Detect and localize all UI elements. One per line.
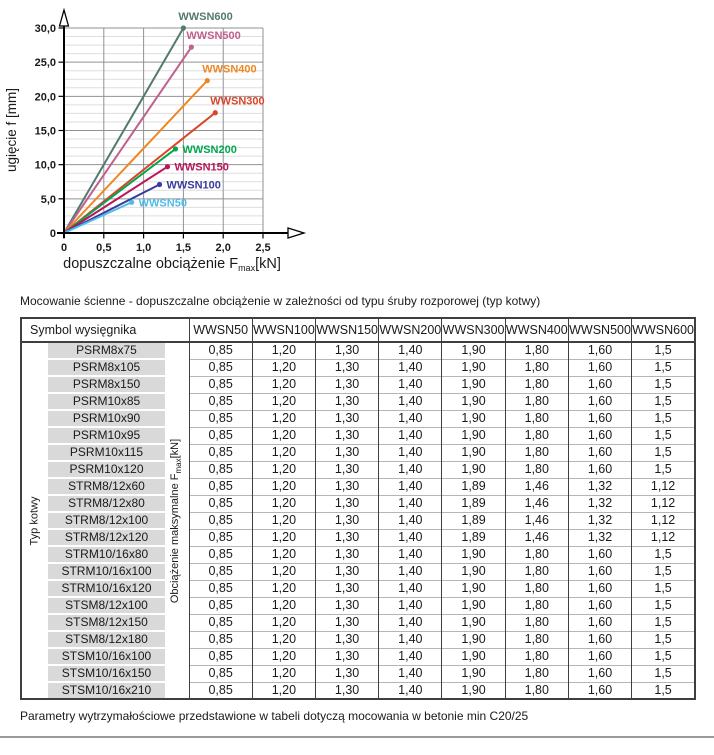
value-cell: 1,80 (505, 444, 568, 461)
value-cell: 1,30 (315, 563, 378, 580)
value-cell: 1,5 (632, 393, 695, 410)
value-cell: 1,80 (505, 580, 568, 597)
value-cell: 1,90 (442, 546, 505, 563)
load-table-wrap (0, 317, 714, 700)
x-axis-title: dopuszczalne obciążenie $F_{max}[kN]$ (63, 256, 281, 273)
series-marker-WWSN300 (213, 110, 218, 115)
table-header-row (21, 318, 695, 342)
value-cell: 1,5 (632, 376, 695, 393)
series-label-WWSN300: WWSN300 (210, 95, 265, 108)
value-cell: 1,80 (505, 648, 568, 665)
value-cell: 1,80 (505, 461, 568, 478)
value-cell: 1,40 (379, 631, 442, 648)
value-cell: 1,60 (568, 444, 631, 461)
value-cell: 1,30 (315, 580, 378, 597)
symbol-cell: STRM8/12x100 (48, 512, 165, 529)
value-cell: 0,85 (189, 444, 252, 461)
value-cell: 1,80 (505, 546, 568, 563)
y-tick-label: 30,0 (34, 23, 56, 36)
value-cell: 1,30 (315, 529, 378, 546)
value-cell: 1,30 (315, 682, 378, 699)
table-row (21, 648, 695, 665)
value-cell: 1,30 (315, 614, 378, 631)
series-marker-WWSN150 (165, 164, 170, 169)
value-cell: 1,40 (379, 665, 442, 682)
value-cell: 1,5 (632, 359, 695, 376)
value-cell: 1,90 (442, 376, 505, 393)
value-cell: 1,80 (505, 597, 568, 614)
column-header-wwsn300: WWSN300 (442, 318, 505, 342)
value-cell: 1,90 (442, 461, 505, 478)
value-cell: 1,80 (505, 665, 568, 682)
value-cell: 1,30 (315, 478, 378, 495)
symbol-cell: PSRM10x85 (48, 393, 165, 410)
value-cell: 1,80 (505, 376, 568, 393)
symbol-cell: STRM10/16x80 (48, 546, 165, 563)
value-cell: 1,30 (315, 359, 378, 376)
deflection-chart (0, 0, 340, 288)
value-cell: 0,85 (189, 427, 252, 444)
value-cell: 1,40 (379, 563, 442, 580)
value-cell: 1,32 (568, 495, 631, 512)
symbol-cell: STRM10/16x100 (48, 563, 165, 580)
value-cell: 0,85 (189, 512, 252, 529)
value-cell: 1,40 (379, 495, 442, 512)
value-cell: 0,85 (189, 580, 252, 597)
value-cell: 1,20 (252, 444, 315, 461)
series-marker-WWSN600 (181, 25, 186, 30)
symbol-header-cell: Symbol wysięgnika (21, 318, 189, 342)
value-cell: 1,60 (568, 580, 631, 597)
y-tick-label: 5,0 (40, 193, 56, 206)
value-cell: 1,5 (632, 461, 695, 478)
y-axis-title: ugięcie f [mm] (4, 87, 19, 173)
y-tick-label: 20,0 (34, 91, 56, 104)
value-cell: 1,90 (442, 427, 505, 444)
value-cell: 0,85 (189, 546, 252, 563)
value-cell: 0,85 (189, 342, 252, 359)
series-label-WWSN600: WWSN600 (178, 11, 233, 24)
value-cell: 1,20 (252, 631, 315, 648)
value-cell: 1,20 (252, 342, 315, 359)
value-cell: 1,32 (568, 529, 631, 546)
value-cell: 1,40 (379, 342, 442, 359)
value-cell: 0,85 (189, 631, 252, 648)
value-cell: 1,20 (252, 359, 315, 376)
series-marker-WWSN400 (205, 78, 210, 83)
table-row (21, 580, 695, 597)
column-header-wwsn150: WWSN150 (315, 318, 378, 342)
value-cell: 1,5 (632, 444, 695, 461)
value-cell: 1,20 (252, 410, 315, 427)
symbol-cell: STRM10/16x120 (48, 580, 165, 597)
value-cell: 1,40 (379, 427, 442, 444)
value-cell: 0,85 (189, 665, 252, 682)
symbol-cell: PSRM10x115 (48, 444, 165, 461)
value-cell: 1,20 (252, 682, 315, 699)
column-header-wwsn100: WWSN100 (252, 318, 315, 342)
value-cell: 1,30 (315, 342, 378, 359)
y-tick-label: 10,0 (34, 159, 56, 172)
x-tick-label: 0 (60, 242, 68, 254)
value-cell: 1,46 (505, 529, 568, 546)
table-row (21, 631, 695, 648)
column-header-wwsn50: WWSN50 (189, 318, 252, 342)
value-cell: 1,20 (252, 614, 315, 631)
value-cell: 1,60 (568, 461, 631, 478)
value-cell: 1,20 (252, 597, 315, 614)
value-cell: 1,5 (632, 631, 695, 648)
value-cell: 1,80 (505, 427, 568, 444)
x-tick-label: 1,5 (175, 242, 192, 254)
table-row (21, 427, 695, 444)
value-cell: 1,30 (315, 512, 378, 529)
table-row (21, 495, 695, 512)
value-cell: 1,60 (568, 597, 631, 614)
value-cell: 1,30 (315, 648, 378, 665)
value-cell: 1,5 (632, 427, 695, 444)
value-cell: 0,85 (189, 529, 252, 546)
value-cell: 0,85 (189, 359, 252, 376)
value-cell: 1,60 (568, 614, 631, 631)
value-cell: 1,80 (505, 359, 568, 376)
value-cell: 1,90 (442, 393, 505, 410)
table-caption: Mocowanie ścienne - dopuszczalne obciążenie w zależności od typu śruby rozporowej (typ kotwy) (20, 294, 541, 308)
value-cell: 0,85 (189, 478, 252, 495)
value-cell: 0,85 (189, 614, 252, 631)
table-row (21, 359, 695, 376)
symbol-cell: PSRM10x90 (48, 410, 165, 427)
series-label-WWSN500: WWSN500 (186, 30, 241, 43)
value-cell: 1,5 (632, 546, 695, 563)
value-cell: 1,30 (315, 461, 378, 478)
value-cell: 1,30 (315, 546, 378, 563)
value-axis-label: Obciążenie maksymalne $F_{max}[kN]$ (168, 438, 183, 603)
value-cell: 1,5 (632, 614, 695, 631)
value-cell: 1,40 (379, 648, 442, 665)
y-tick-label: 0 (49, 228, 56, 240)
value-cell: 1,80 (505, 393, 568, 410)
series-marker-WWSN100 (157, 182, 162, 187)
value-cell: 1,20 (252, 580, 315, 597)
value-cell: 1,32 (568, 478, 631, 495)
series-label-WWSN400: WWSN400 (202, 63, 257, 76)
value-cell: 1,40 (379, 444, 442, 461)
table-row (21, 512, 695, 529)
value-cell: 1,30 (315, 495, 378, 512)
value-cell: 1,40 (379, 410, 442, 427)
value-cell: 1,5 (632, 665, 695, 682)
value-cell: 1,89 (442, 478, 505, 495)
column-header-wwsn400: WWSN400 (505, 318, 568, 342)
table-row (21, 393, 695, 410)
symbol-cell: PSRM10x95 (48, 427, 165, 444)
x-tick-label: 2,5 (255, 242, 271, 254)
value-cell: 1,90 (442, 597, 505, 614)
series-label-WWSN150: WWSN150 (174, 161, 229, 174)
table-row (21, 546, 695, 563)
value-cell: 0,85 (189, 461, 252, 478)
value-cell: 1,5 (632, 342, 695, 359)
symbol-cell: STSM8/12x150 (48, 614, 165, 631)
value-cell: 1,80 (505, 342, 568, 359)
value-cell: 1,40 (379, 546, 442, 563)
value-cell: 1,80 (505, 410, 568, 427)
value-cell: 1,60 (568, 359, 631, 376)
value-cell: 1,12 (632, 495, 695, 512)
table-row (21, 376, 695, 393)
load-table (20, 317, 696, 700)
y-axis-arrow-icon (60, 10, 69, 26)
bottom-divider (0, 736, 714, 738)
value-cell: 1,20 (252, 529, 315, 546)
deflection-chart-svg (0, 0, 340, 288)
value-cell: 1,60 (568, 648, 631, 665)
value-cell: 1,40 (379, 529, 442, 546)
symbol-cell: PSRM8x105 (48, 359, 165, 376)
table-row (21, 410, 695, 427)
value-cell: 1,40 (379, 682, 442, 699)
value-cell: 1,20 (252, 495, 315, 512)
value-cell: 1,40 (379, 461, 442, 478)
value-cell: 1,89 (442, 512, 505, 529)
y-tick-label: 25,0 (34, 57, 56, 70)
row-group-label: Typ kotwy (28, 496, 41, 545)
value-cell: 0,85 (189, 648, 252, 665)
value-cell: 1,20 (252, 461, 315, 478)
series-marker-WWSN200 (173, 146, 178, 151)
symbol-cell: STSM8/12x100 (48, 597, 165, 614)
value-cell: 0,85 (189, 376, 252, 393)
table-row (21, 682, 695, 699)
table-row (21, 444, 695, 461)
value-cell: 1,30 (315, 410, 378, 427)
value-cell: 1,90 (442, 648, 505, 665)
value-cell: 1,30 (315, 427, 378, 444)
value-cell: 1,30 (315, 597, 378, 614)
value-cell: 1,5 (632, 563, 695, 580)
value-cell: 1,60 (568, 563, 631, 580)
value-cell: 1,12 (632, 529, 695, 546)
symbol-cell: PSRM8x150 (48, 376, 165, 393)
table-row (21, 342, 695, 359)
value-cell: 1,30 (315, 665, 378, 682)
value-cell: 0,85 (189, 410, 252, 427)
value-cell: 1,32 (568, 512, 631, 529)
series-marker-WWSN50 (129, 200, 134, 205)
value-cell: 1,90 (442, 580, 505, 597)
value-cell: 0,85 (189, 495, 252, 512)
value-cell: 1,40 (379, 478, 442, 495)
value-cell: 0,85 (189, 597, 252, 614)
value-cell: 1,30 (315, 393, 378, 410)
x-tick-label: 0,5 (96, 242, 112, 254)
value-cell: 1,60 (568, 342, 631, 359)
value-cell: 1,40 (379, 376, 442, 393)
value-cell: 1,90 (442, 563, 505, 580)
value-cell: 0,85 (189, 393, 252, 410)
x-tick-label: 1,0 (135, 242, 152, 254)
value-cell: 1,20 (252, 393, 315, 410)
value-cell: 1,20 (252, 665, 315, 682)
table-row (21, 665, 695, 682)
value-cell: 1,80 (505, 614, 568, 631)
value-cell: 1,89 (442, 529, 505, 546)
value-cell: 1,40 (379, 614, 442, 631)
symbol-cell: STSM8/12x180 (48, 631, 165, 648)
value-cell: 1,60 (568, 631, 631, 648)
value-cell: 1,60 (568, 410, 631, 427)
table-row (21, 529, 695, 546)
value-cell: 1,60 (568, 665, 631, 682)
table-row (21, 563, 695, 580)
value-cell: 1,46 (505, 512, 568, 529)
symbol-cell: PSRM8x75 (48, 342, 165, 359)
column-header-wwsn200: WWSN200 (379, 318, 442, 342)
value-cell: 1,90 (442, 614, 505, 631)
value-cell: 1,30 (315, 631, 378, 648)
value-cell: 1,90 (442, 342, 505, 359)
series-label-WWSN100: WWSN100 (166, 179, 221, 192)
series-line-WWSN200 (64, 149, 175, 233)
value-cell: 1,60 (568, 393, 631, 410)
value-cell: 1,40 (379, 359, 442, 376)
value-cell: 1,89 (442, 495, 505, 512)
symbol-cell: PSRM10x120 (48, 461, 165, 478)
value-cell: 0,85 (189, 682, 252, 699)
symbol-cell: STSM10/16x100 (48, 648, 165, 665)
value-cell: 1,60 (568, 682, 631, 699)
value-cell: 1,80 (505, 563, 568, 580)
row-group-cell (21, 342, 48, 699)
value-cell: 1,80 (505, 631, 568, 648)
value-cell: 1,60 (568, 546, 631, 563)
series-line-WWSN400 (64, 81, 207, 233)
series-label-WWSN200: WWSN200 (182, 143, 237, 156)
value-cell: 1,5 (632, 410, 695, 427)
value-cell: 1,20 (252, 546, 315, 563)
value-cell: 1,40 (379, 393, 442, 410)
x-axis-arrow-icon (288, 228, 304, 238)
table-row (21, 614, 695, 631)
value-cell: 1,30 (315, 376, 378, 393)
value-cell: 1,20 (252, 512, 315, 529)
value-cell: 1,20 (252, 648, 315, 665)
table-row (21, 478, 695, 495)
value-cell: 1,90 (442, 682, 505, 699)
value-cell: 1,20 (252, 563, 315, 580)
value-cell: 1,40 (379, 597, 442, 614)
symbol-cell: STRM8/12x120 (48, 529, 165, 546)
value-cell: 1,90 (442, 359, 505, 376)
value-axis-cell (165, 342, 189, 699)
value-cell: 1,90 (442, 631, 505, 648)
value-cell: 1,20 (252, 376, 315, 393)
value-cell: 1,20 (252, 427, 315, 444)
value-cell: 1,46 (505, 478, 568, 495)
value-cell: 1,5 (632, 580, 695, 597)
value-cell: 1,5 (632, 648, 695, 665)
value-cell: 1,5 (632, 597, 695, 614)
symbol-cell: STSM10/16x150 (48, 665, 165, 682)
column-header-wwsn600: WWSN600 (632, 318, 695, 342)
value-cell: 1,40 (379, 512, 442, 529)
value-cell: 0,85 (189, 563, 252, 580)
value-cell: 1,12 (632, 512, 695, 529)
value-cell: 1,60 (568, 427, 631, 444)
series-label-WWSN50: WWSN50 (138, 197, 187, 210)
value-cell: 1,5 (632, 682, 695, 699)
footer-note: Parametry wytrzymałościowe przedstawione w tabeli dotyczą mocowania w betonie min C20/25 (20, 709, 529, 723)
value-cell: 1,46 (505, 495, 568, 512)
table-row (21, 597, 695, 614)
symbol-cell: STSM10/16x210 (48, 682, 165, 699)
x-tick-label: 2,0 (215, 242, 231, 254)
symbol-cell: STRM8/12x60 (48, 478, 165, 495)
value-cell: 1,90 (442, 665, 505, 682)
value-cell: 1,20 (252, 478, 315, 495)
value-cell: 1,60 (568, 376, 631, 393)
table-row (21, 461, 695, 478)
value-cell: 1,30 (315, 444, 378, 461)
value-cell: 1,80 (505, 682, 568, 699)
series-marker-WWSN500 (189, 45, 194, 50)
symbol-cell: STRM8/12x80 (48, 495, 165, 512)
value-cell: 1,12 (632, 478, 695, 495)
value-cell: 1,40 (379, 580, 442, 597)
value-cell: 1,90 (442, 444, 505, 461)
y-tick-label: 15,0 (34, 125, 56, 138)
column-header-wwsn500: WWSN500 (568, 318, 631, 342)
value-cell: 1,90 (442, 410, 505, 427)
